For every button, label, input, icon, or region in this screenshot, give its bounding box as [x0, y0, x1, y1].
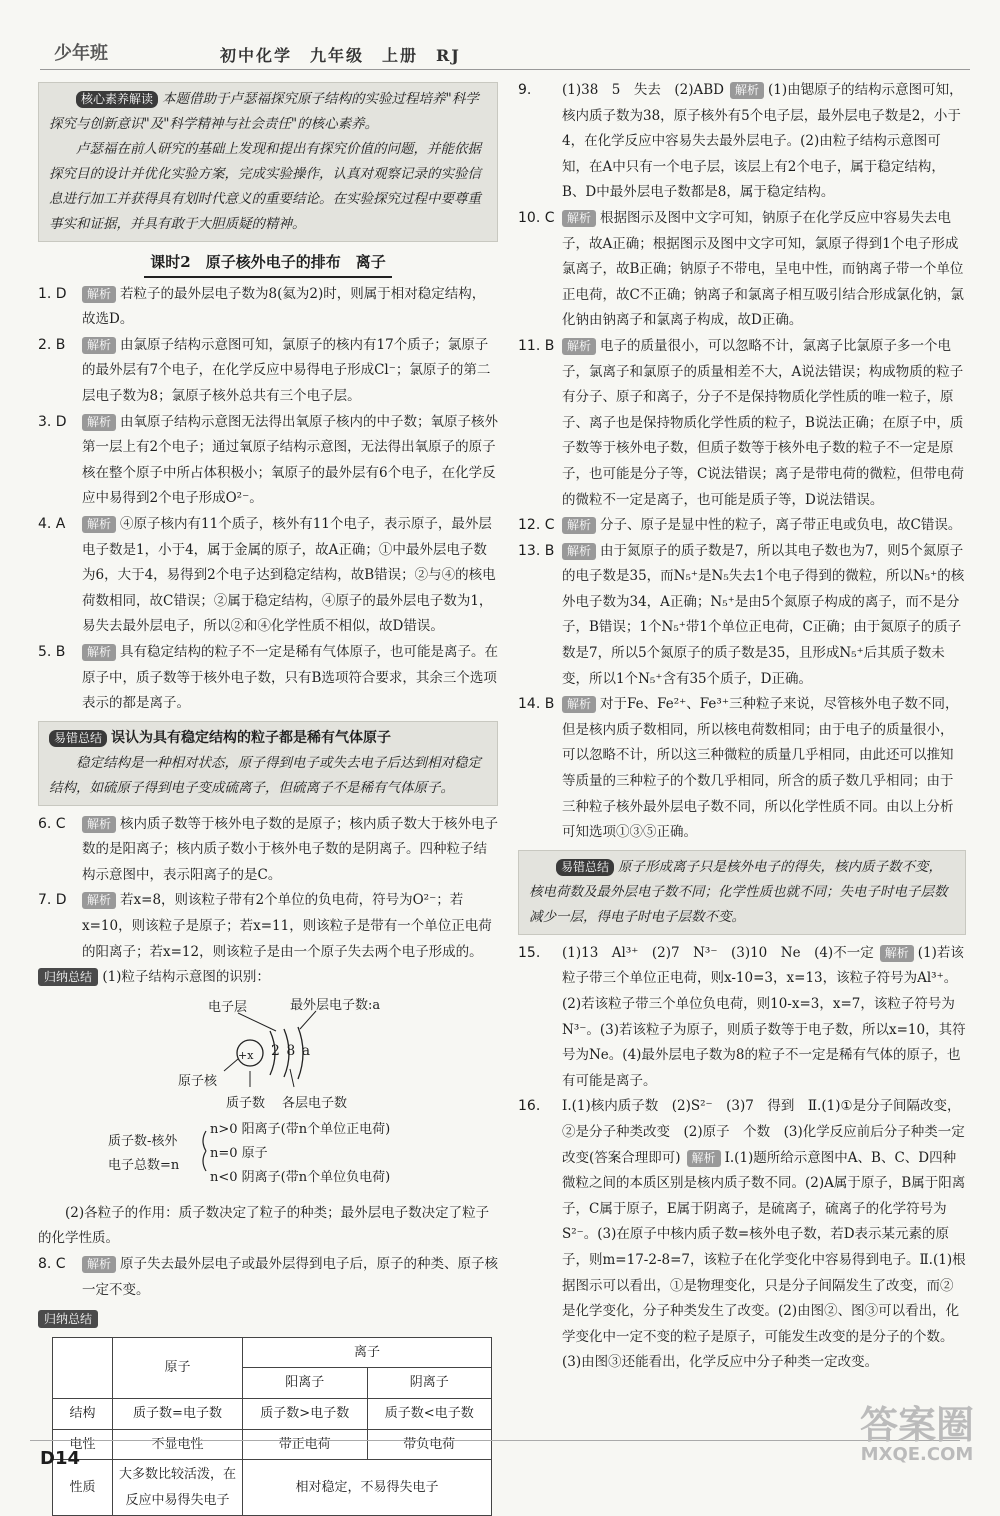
answer-explanation: ④原子核内有11个质子，核外有11个电子，表示原子，最外层电子数是1，小于4，属于金属的原子，故A正确；①中最外层电子数为6，大于4，易得到2个电子达到稳定结构，故B错误；②与④的核电荷数相同，故C错误；②属于稳定结构，④原子的最外层电子数为1，易失去最外层电子，所以②和④化学性质不相似，故D错误。 — [82, 515, 496, 635]
particle-structure-diagram — [38, 991, 498, 1201]
analysis-tag: 解析 — [730, 82, 764, 99]
core-literacy-box — [38, 82, 498, 242]
answer-number: 16. — [518, 1098, 541, 1115]
analysis-tag: 解析 — [687, 1150, 721, 1167]
answer-item — [38, 512, 498, 640]
label-proton-number: 质子数 — [226, 1095, 266, 1111]
answer-number: 9. — [518, 82, 532, 98]
answer-item — [38, 888, 498, 965]
pointer-layer — [290, 1069, 294, 1087]
table-row: 电性 不显电性 带正电荷 带负电荷 — [53, 1429, 492, 1460]
left-column — [38, 78, 498, 1516]
error-summary-text: 稳定结构是一种相对状态，原子得到电子或失去电子后达到相对稳定结构，如硫原子得到电子变成硫离子，但硫离子不是稀有气体原子。 — [49, 754, 481, 796]
answer-explanation: (1)由锶原子的结构示意图可知，核内质子数为38，原子核外有5个电子层，最外层电子数是2，小于4，在化学反应中容易失去最外层电子。(2)由粒子结构示意图可知，在A中只有一个电子层，该层上有2个电子，属于稳定结构，B、D中最外层电子数都是8，属于稳定结构。 — [562, 82, 963, 201]
analysis-tag: 解析 — [82, 644, 116, 661]
analysis-tag: 解析 — [880, 945, 914, 962]
analysis-tag: 解析 — [562, 543, 596, 560]
table-header-atom: 原子 — [113, 1337, 243, 1398]
answer-key: Ⅰ.(1)核内质子数 (2)S²⁻ (3)7 得到 Ⅱ.(1)①是分子间隔改变，②是分子种类改变 (2)原子 个数 (3)化学反应前后分子种类一定改变(答案合理即可) — [562, 1098, 965, 1166]
answer-explanation: 对于Fe、Fe²⁺、Fe³⁺三种粒子来说，尽管核外电子数不同，但是核内质子数相同，所以核电荷数相同；由于电子的质量很小，可以忽略不计，所以这三种微粒的质量几乎相同，由此还可以推知等质量的三种粒子的个数几乎相同，所含的质子数几乎相同；由于三种粒子核外最外层电子数不同，所以化学性质不同。由以上分析可知选项①③⑤正确。 — [562, 696, 959, 841]
brand-logo: 少年班 — [54, 43, 108, 64]
table-row: 性质 大多数比较活泼，在反应中易得失电子 相对稳定，不易得失电子 — [53, 1460, 492, 1516]
analysis-tag: 解析 — [82, 414, 116, 431]
lesson-heading: 课时2 原子核外电子的排布 离子 — [38, 250, 498, 278]
answer-item — [38, 410, 498, 512]
answer-number: 10. C — [518, 209, 555, 226]
answer-item — [38, 640, 498, 717]
analysis-tag: 解析 — [562, 338, 596, 355]
core-literacy-tag: 核心素养解读 — [76, 91, 158, 108]
answer-explanation: 若粒子的最外层电子数为8(氦为2)时，则属于相对稳定结构，故选D。 — [82, 285, 486, 328]
table-row: 结构 质子数=电子数 质子数>电子数 质子数<电子数 — [53, 1399, 492, 1430]
answer-number: 12. C — [518, 517, 555, 534]
answer-explanation: 分子、原子是显中性的粒子，离子带正电或负电，故C错误。 — [600, 517, 962, 534]
answer-item — [518, 78, 966, 206]
answer-item — [518, 941, 966, 1095]
page-number: D14 — [40, 1448, 80, 1469]
error-summary-tag: 易错总结 — [49, 730, 107, 747]
error-summary-2-tag: 易错总结 — [556, 859, 614, 876]
core-literacy-p2: 卢瑟福在前人研究的基础上发现和提出有探究价值的问题，并能依据探究目的设计并优化实验方案，完成实验操作，认真对观察记录的实验信息进行加工并获得具有划时代意义的重要结论。在实验探究过程中要尊重事实和证据，并具有敢于大胆质疑的精神。 — [49, 141, 481, 232]
answer-key: (1)38 5 失去 (2)ABD — [562, 82, 725, 98]
brace-icon — [203, 1131, 206, 1171]
answer-item — [518, 539, 966, 693]
answer-explanation: 核内质子数等于核外电子数的是原子；核内质子数大于核外电子数的是阳离子；核内质子数小于核外电子数的是阴离子。四种粒子结构示意图中，表示阳离子的是C。 — [82, 815, 499, 883]
summary-2 — [38, 1307, 498, 1516]
answer-item — [518, 513, 966, 539]
answer-explanation: 由于氮原子的质子数是7，所以其电子数也为7，则5个氮原子的电子数是35，而N₅⁺是N₅失去1个电子得到的微粒，所以N₅⁺的核外电子数为34，A正确；N₅⁺是由5个氮原子构成的离子，而不是分子，B错误；1个N₅⁺带1个单位正电荷，C正确；由于氮原子的质子数是7，所以5个氮原子的质子数是35，且形成N₅⁺后其质子数未变，所以1个N₅⁺含有35个质子，D正确。 — [562, 542, 965, 687]
summary-title: (1)粒子结构示意图的识别： — [102, 969, 270, 986]
answer-item — [38, 812, 498, 889]
answer-explanation: 由氯原子结构示意图可知，氯原子的核内有17个质子；氯原子的最外层有7个电子，在化学反应中易得电子形成Cl⁻；氯原子的第二层电子数为8；氯原子核外总共有三个电子层。 — [82, 336, 491, 404]
pointer-nucleus — [224, 1059, 238, 1071]
answer-number: 4. A — [38, 515, 66, 532]
answer-item — [518, 206, 966, 334]
answer-number: 13. B — [518, 542, 555, 559]
rule-case-3: n<0 阴离子(带n个单位负电荷) — [210, 1169, 391, 1185]
header-title: 初中化学 九年级 上册 RJ — [220, 46, 461, 65]
rule-case-2: n=0 原子 — [210, 1145, 268, 1161]
answer-number: 11. B — [518, 337, 555, 354]
answer-item-8: 8. C 解析 原子失去最外层电子或最外层得到电子后，原子的种类、原子核一定不变。 — [38, 1256, 499, 1298]
table-header-ion: 离子 — [243, 1337, 492, 1368]
answer-explanation: 由氧原子结构示意图无法得出氧原子核内的中子数；氧原子核外第一层上有2个电子；通过氧原子结构示意图，无法得出氧原子的原子核在整个原子中所占体积极小；氧原子的最外层有6个电子，在化学反应中易得到2个电子形成O²⁻。 — [82, 413, 499, 507]
answer-number: 2. B — [38, 336, 66, 353]
answer-item — [38, 333, 498, 410]
analysis-tag: 解析 — [82, 816, 116, 833]
rule-line-2: 电子总数=n — [108, 1157, 180, 1173]
error-summary-2-text: 原子形成离子只是核外电子的得失，核内质子数不变，核电荷数及最外层电子数不同；化学性质也就不同；失电子时电子层数减少一层，得电子时电子层数不变。 — [529, 858, 948, 925]
right-column — [518, 78, 966, 1376]
answer-number: 15. — [518, 944, 541, 961]
answer-number: 1. D — [38, 285, 67, 302]
label-outer-electrons: 最外层电子数:a — [290, 997, 381, 1013]
table-header-cation: 阳离子 — [243, 1368, 368, 1399]
analysis-tag: 解析 — [562, 696, 596, 713]
answer-explanation: 具有稳定结构的粒子不一定是稀有气体原子，也可能是离子。在原子中，质子数等于核外电子数，只有B选项符合要求，其余三个选项表示的都是离子。 — [82, 643, 499, 712]
analysis-tag: 解析 — [82, 516, 116, 533]
watermark-logo: 答案圈 MXQE.COM — [859, 1403, 974, 1465]
rule-line-1: 质子数-核外 — [108, 1133, 178, 1149]
answer-explanation: Ⅰ.(1)题所给示意图中A、B、C、D四种微粒之间的本质区别是核内质子数不同。(2)A属于原子，B属于阳离子，C属于原子，E属于阴离子，是硫离子，硫离子的化学符号为S²⁻。(3)在原子中核内质子数=核外电子数，若D表示某元素的原子，则m=17-2-8=7，该粒子在化学变化中容易得到电子。Ⅱ.(1)根据图示可以看出，①是物理变化，只是分子间隔发生了改变，而②是化学变化，分子种类发生了改变。(2)由图②、图③可以看出，化学变化中一定不变的粒子是原子，可能发生改变的是分子的个数。(3)由图③还能看出，化学反应中分子种类一定改变。 — [562, 1149, 966, 1371]
analysis-tag: 解析 — [82, 337, 116, 354]
error-summary-1 — [38, 721, 498, 806]
summary-1 — [38, 965, 498, 1252]
error-summary-title: 误认为具有稳定结构的粒子都是稀有气体原子 — [111, 729, 392, 746]
analysis-tag: 解析 — [562, 210, 596, 227]
header-divider — [40, 69, 970, 70]
answer-number: 3. D — [38, 413, 67, 430]
answer-item — [518, 1094, 966, 1376]
answer-item — [38, 282, 498, 333]
analysis-tag: 解析 — [82, 892, 116, 909]
analysis-tag: 解析 — [82, 286, 116, 303]
page-header — [40, 35, 970, 69]
answer-key: (1)13 Al³⁺ (2)7 N³⁻ (3)10 Ne (4)不一定 — [562, 944, 874, 961]
answer-number: 5. B — [38, 643, 66, 660]
answer-number: 6. C — [38, 815, 66, 832]
label-electron-counts: 2 8 a — [271, 1042, 312, 1059]
footer-divider — [30, 1440, 960, 1441]
rule-case-1: n>0 阳离子(带n个单位正电荷) — [210, 1121, 391, 1137]
table-corner — [53, 1337, 113, 1398]
answer-item — [518, 334, 966, 513]
table-header-anion: 阴离子 — [367, 1368, 492, 1399]
answer-number: 14. B — [518, 696, 555, 713]
analysis-tag: 解析 — [562, 517, 596, 534]
label-nucleus: 原子核 — [178, 1073, 218, 1089]
label-layer-electrons: 各层电子数 — [282, 1095, 348, 1111]
label-shell: 电子层 — [208, 999, 248, 1015]
answer-explanation: 根据图示及图中文字可知，钠原子在化学反应中容易失去电子，故A正确；根据图示及图中文字可知，氯原子得到1个电子形成氯离子，故B正确；钠原子不带电，呈电中性，而钠离子带一个单位正电荷，故C不正确；钠离子和氯离子相互吸引结合形成氯化钠，氯化钠由钠离子和氯离子构成，故D正确。 — [562, 209, 964, 329]
answer-explanation: (1)若该粒子带三个单位正电荷，则x-10=3，x=13，该粒子符号为Al³⁺。(2)若该粒子带三个单位负电荷，则10-x=3，x=7，该粒子符号为N³⁻。(3)若该粒子为原子，则质子数等于电子数，所以x=10，其符号为Ne。(4)最外层电子数为8的粒子不一定是稀有气体的原子，也有可能是离子。 — [562, 944, 966, 1089]
answer-item — [518, 692, 966, 846]
answer-explanation: 若x=8，则该粒子带有2个单位的负电荷，符号为O²⁻；若x=10，则该粒子是原子；若x=11，则该粒子是带有一个单位正电荷的阳离子；若x=12，则该粒子是由一个原子失去两个电子形成的。 — [82, 892, 492, 960]
core-literacy-p1: 本题借助于卢瑟福探究原子结构的实验过程培养"科学探究与创新意识"及"科学精神与社会责任"的核心素养。 — [49, 91, 479, 132]
answer-explanation: 电子的质量很小，可以忽略不计，氯离子比氯原子多一个电子，氯离子和氯原子的质量相差不大，A说法错误；构成物质的粒子有分子、原子和离子，分子不是保持物质化学性质的唯一粒子，原子、离子也是保持物质化学性质的粒子，B说法正确；在原子中，质子数等于核外电子数，但质子数等于核外电子数的粒子不一定是原子，也可能是分子等，C说法错误；离子是带电荷的微粒，但带电荷的微粒不一定是离子，也可能是质子等，D说法错误。 — [562, 337, 964, 508]
label-nucleus-charge: +x — [238, 1048, 254, 1062]
summary-tag: 归纳总结 — [38, 968, 98, 986]
summary-p2: (2)各粒子的作用：质子数决定了粒子的种类；最外层电子数决定了粒子的化学性质。 — [38, 1204, 490, 1247]
analysis-tag: 解析 — [82, 1256, 116, 1273]
atom-ion-table — [52, 1337, 492, 1516]
summary-2-tag: 归纳总结 — [38, 1310, 98, 1328]
error-summary-2 — [518, 850, 966, 935]
answer-number: 7. D — [38, 892, 67, 909]
